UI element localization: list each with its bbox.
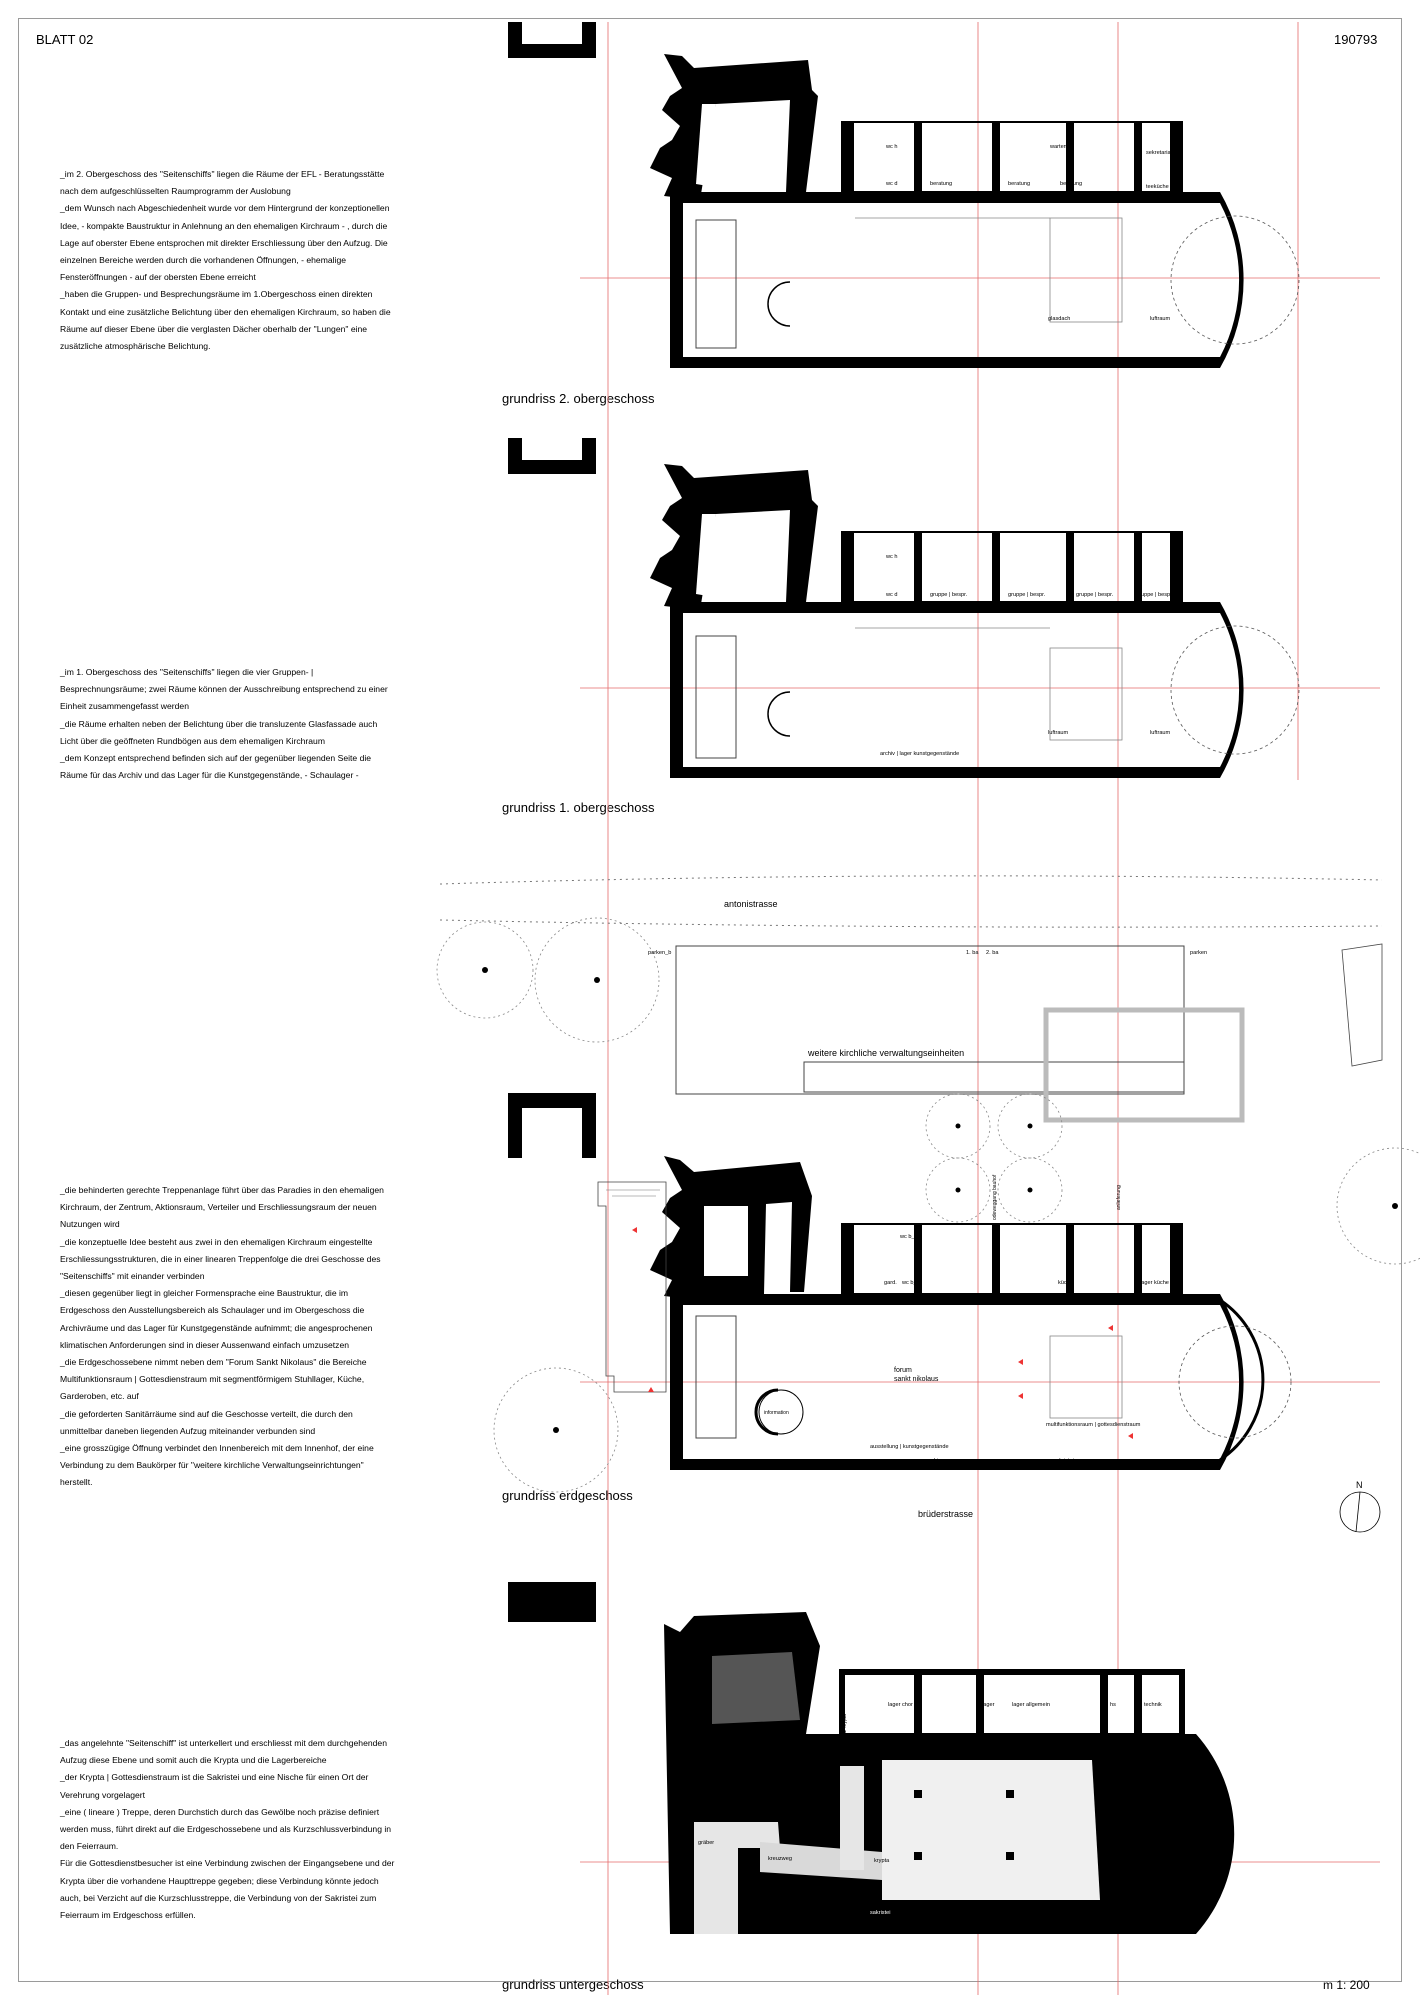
room-label: zum archiv (914, 1458, 942, 1464)
room-labels-og1 (880, 554, 1174, 774)
room-label: lager (982, 1702, 995, 1708)
room-label: sakristei (870, 1910, 891, 1916)
crypt-room (882, 1760, 1100, 1900)
room-label: lager chor (888, 1702, 913, 1708)
room-label: teeküche (1146, 184, 1169, 190)
description-paragraph: _eine ( lineare ) Treppe, deren Durchstich durch das Gewölbe noch präzise definiert werden muss, führt direkt auf die Erdgeschossebene und als Kurzschlussverbindung in den Feierraum. (60, 1806, 392, 1852)
caption-eg: grundriss erdgeschoss (502, 1488, 633, 1503)
room-label: gräber (698, 1840, 715, 1846)
room-label: luftraum (1150, 316, 1171, 322)
room-label: hs (1110, 1702, 1116, 1708)
paradise-opening (704, 1206, 748, 1276)
plan-eg (437, 876, 1420, 1532)
room-label: wc d (886, 181, 898, 187)
room-label: luftraum (1150, 730, 1171, 736)
curved-wall (768, 282, 790, 326)
room-label: ausstellung | kunstgegenstände (870, 1444, 949, 1450)
stair-void (1050, 648, 1122, 740)
room-label: beratung (930, 181, 953, 187)
room-label: luftraum (1048, 730, 1069, 736)
description-paragraph: _eine grosszügige Öffnung verbindet den Innenbereich mit dem Innenhof, der eine Verbindung zu dem Baukörper für "weitere kirchliche Verwaltungseinrichtungen" herstellt. (60, 1443, 374, 1488)
room-labels-og2 (885, 144, 1173, 322)
room-label: krypta (874, 1858, 890, 1864)
portal-block (650, 464, 818, 610)
street-edge (440, 876, 1382, 884)
room-label: archiv | lager kunstgegenstände (880, 751, 960, 757)
description-paragraph: _die Erdgeschossebene nimmt neben dem "Forum Sankt Nikolaus" die Bereiche Multifunktionsraum | Gottesdienstraum mit segmentförmigem Stuhllager, Küche, Garderoben, etc. auf (60, 1357, 367, 1402)
access-label: anlieferung (1116, 1185, 1122, 1210)
building-label: weitere kirchliche verwaltungseinheiten (808, 1048, 965, 1058)
parking-label: parken (1190, 950, 1208, 956)
neighbor-building (1342, 944, 1382, 1066)
room-label: kreuzweg (768, 1856, 792, 1862)
room-label: wc b_d (900, 1234, 918, 1240)
room-label: gruppe | bespr. (1008, 592, 1046, 598)
room-label: technik (1144, 1702, 1162, 1708)
plan-og1 (508, 438, 1299, 778)
room-label: gruppe | bespr. (930, 592, 968, 598)
sheet-number: 190793 (1334, 32, 1378, 47)
portal-block (650, 54, 818, 200)
sheet-title: BLATT 02 (36, 32, 94, 47)
scale-label: m 1: 200 (1323, 1978, 1370, 1992)
room-label: küche (1058, 1280, 1073, 1286)
room-label: wc h (886, 554, 898, 560)
north-arrow (1340, 1480, 1380, 1532)
room-label: sankt nikolaus (894, 1376, 939, 1383)
curved-wall (768, 692, 790, 736)
admin-building (676, 946, 1184, 1094)
street-edge (440, 920, 1382, 927)
description-paragraph: _dem Wunsch nach Abgeschiedenheit wurde vor dem Hintergrund der konzeptionellen Idee, - kompakte Baustruktur in Anlehnung an den ehemaligen Kirchraum - , durch die Lage auf oberster Ebene entsprochen mit direkter Erschliessung über den Aufzug. Die einzelnen Bereiche werden durch die vorhandenen Öffnungen, - ehemalige Fensteröffnungen - auf der obersten Ebene erreicht (60, 203, 390, 283)
room-label: zur krypta (772, 1462, 797, 1468)
room-label: forum (894, 1367, 912, 1374)
description-paragraph: _die konzeptuelle Idee besteht aus zwei in den ehemaligen Kirchraum eingestellte Erschliessungsstrukturen, die in einer linearen Treppenfolge die drei Geschosse des "Seitenschiffs" mit einander verbinden (60, 1236, 381, 1282)
stair-flight (696, 1316, 736, 1438)
description-paragraph: _das angelehnte "Seitenschiff" ist unterkellert und erschliesst mit dem durchgehenden Aufzug diese Ebene und somit auch die Krypta und die Lagerbereiche (60, 1738, 387, 1766)
room-label: gruppe | bespr. (1076, 592, 1114, 598)
tower-base (712, 1652, 800, 1724)
caption-ug: grundriss untergeschoss (502, 1977, 644, 1992)
room-label: information (764, 1410, 789, 1416)
room-label: wc d (886, 592, 898, 598)
room-label: garderoben (1084, 1300, 1113, 1306)
phase-label: 1. ba (966, 950, 979, 956)
room-label: garderoben (892, 1300, 921, 1306)
room-label: zur ausstellung (1046, 768, 1084, 774)
admin-building-outline (1046, 1010, 1242, 1120)
room-label: glasdach (1048, 316, 1071, 322)
room-label: beratung (1008, 181, 1031, 187)
plan-og2 (508, 22, 1299, 368)
stair-void (1050, 218, 1122, 322)
room-label: gard. (884, 1280, 897, 1286)
street-label: antonistrasse (724, 899, 778, 909)
room-label: wc b_h (902, 1280, 920, 1286)
stair-void (1050, 1336, 1122, 1418)
description-paragraph: _im 1. Obergeschoss des "Seitenschiffs" liegen die vier Gruppen- | Besprechnungsräume; zwei Räume können der Ausschreibung entsprechend zu einer Einheit zusammengefasst werden (60, 667, 388, 712)
description-paragraph: _diesen gegenüber liegt in gleicher Formensprache eine Baustruktur, die im Erdgeschoss den Ausstellungsbereich als Schaulager und im Obergeschoss die Archivräume und das Lager für Kunstgegenstände aufnimmt; die angesprochenen klimatischen Anforderungen sind in dieser Aussenwand einfach umzusetzen (60, 1288, 373, 1350)
room-label: wc h (886, 144, 898, 150)
tower-stub (508, 1093, 596, 1158)
room-label: multifunktionsraum | gottesdienstraum (1046, 1422, 1141, 1428)
stair-flight (696, 220, 736, 348)
parking-label: parken_b (648, 950, 672, 956)
tower-stub (508, 438, 596, 474)
description-paragraph: _der Krypta | Gottesdienstraum ist die Sakristei und eine Nische für einen Ort der Verehrung vorgelagert (60, 1772, 369, 1800)
stair-flight (696, 636, 736, 758)
plan-ug (508, 1582, 1234, 1934)
street-label: brüderstrasse (918, 1509, 974, 1519)
room-label: gruppe | bespr. (1136, 592, 1174, 598)
crypt-stair (840, 1766, 864, 1870)
tower-stub (508, 1582, 596, 1622)
access-label: odeweggang bauhof (992, 1174, 998, 1220)
room-label: lager küche (1140, 1280, 1169, 1286)
tower-stub (508, 22, 596, 58)
room-label: beratung (1060, 181, 1083, 187)
room-label: zur krypta (842, 1714, 848, 1736)
description-paragraph: Für die Gottesdienstbesucher ist eine Verbindung zwischen der Eingangsebene und der Krypta über die vorhandene Haupttreppe gegeben; diese Verbindung könnte jedoch auch, bei Verzicht auf die Kurzschlusstreppe, die Verbindung von der Sakristei zum Feierraum im Erdgeschoss erfüllen. (60, 1858, 395, 1921)
description-paragraph: _die geforderten Sanitärräume sind auf die Geschosse verteilt, die durch den unmittelbar daneben liegenden Aufzug miteinander verbunden sind (60, 1408, 353, 1436)
room-label: warten (1050, 144, 1067, 150)
description-paragraph: _haben die Gruppen- und Besprechungsräume im 1.Obergeschoss einen direkten Kontakt und eine zusätzliche Belichtung über den ehemaligen Kirchraum, so haben die Räume auf dieser Ebene über die verglasten Dächer oberhalb der "Lungen" eine zusätzliche atmosphärische Belichtung. (60, 289, 391, 352)
phase-label: 2. ba (986, 950, 999, 956)
admin-building-wing (804, 1062, 1184, 1092)
caption-og2: grundriss 2. obergeschoss (502, 391, 655, 406)
room-label: zur sakristei (1044, 1458, 1074, 1464)
caption-og1: grundriss 1. obergeschoss (502, 800, 655, 815)
ramp-edges (606, 1190, 660, 1196)
room-labels-eg (764, 1234, 1169, 1468)
north-label: N (1356, 1480, 1363, 1490)
description-paragraph: _die Räume erhalten neben der Belichtung über die transluzente Glasfassade auch Licht über die geöffneten Rundbögen aus dem ehemaligen Kirchraum (60, 718, 378, 746)
room-label: sekretariat (1146, 150, 1173, 156)
trees (437, 918, 1420, 1492)
description-paragraph: _die behinderten gerechte Treppenanlage führt über das Paradies in den ehemaligen Kirchraum, der Zentrum, Aktionsraum, Verteiler und Erschliessungsraum der neuen Nutzungen wird (60, 1185, 384, 1230)
room-label: lager allgemein (1012, 1702, 1050, 1708)
description-paragraph: _dem Konzept entsprechend befinden sich auf der gegenüber liegenden Seite die Räume für das Archiv und das Lager für die Kunstgegenstände, - Schaulager - (60, 753, 372, 781)
description-paragraph: _im 2. Obergeschoss des "Seitenschiffs" liegen die Räume der EFL - Beratungsstätte nach dem aufgeschlüsselten Raumprogramm der Auslobung (60, 169, 385, 197)
